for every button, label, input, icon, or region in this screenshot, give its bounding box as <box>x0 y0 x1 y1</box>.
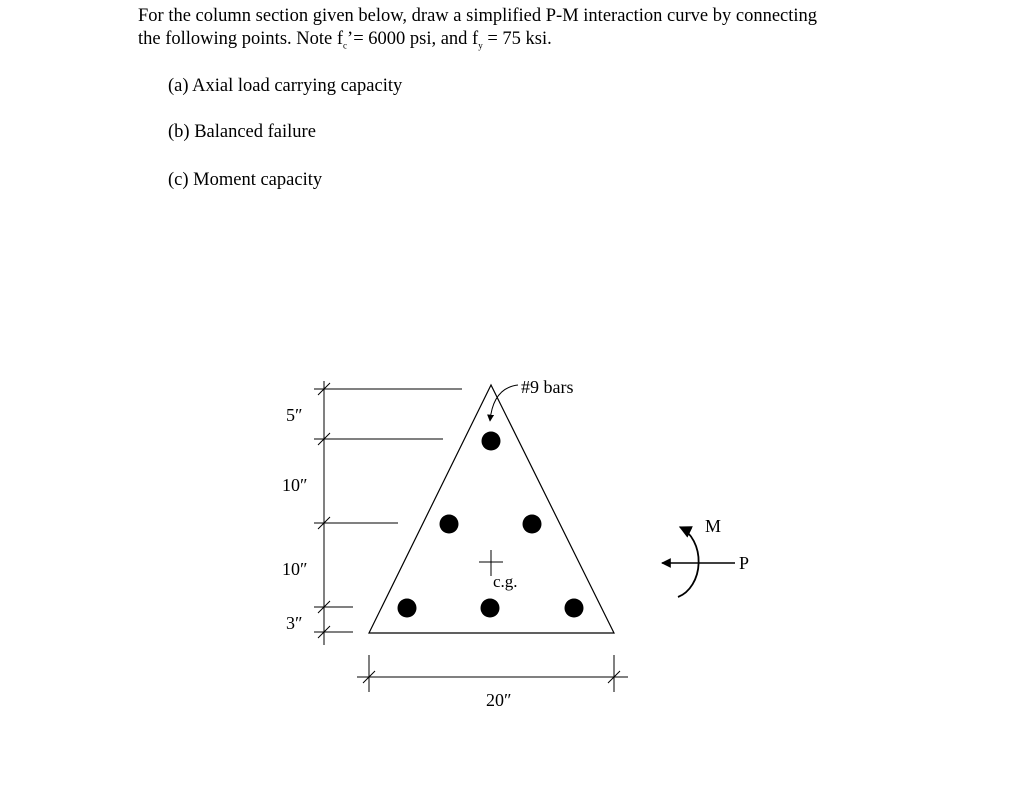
problem-line-2-mid: ’= 6000 psi, and f <box>347 29 479 49</box>
problem-line-2-start: the following points. Note f <box>138 29 344 49</box>
fc-subscript: c <box>343 40 348 51</box>
problem-line-2-end: = 75 ksi. <box>482 29 552 49</box>
moment-arrow <box>678 527 699 597</box>
rebar-mid-right <box>523 515 542 534</box>
vertical-dimension-chain <box>314 381 462 645</box>
horizontal-dimension <box>357 655 628 692</box>
part-a: (a) Axial load carrying capacity <box>168 76 403 96</box>
rebar-bottom-left <box>398 599 417 618</box>
dim-5-label: 5″ <box>286 405 303 425</box>
triangle-section <box>369 385 614 633</box>
bars-label: #9 bars <box>521 377 574 397</box>
part-b: (b) Balanced failure <box>168 122 316 142</box>
cg-label: c.g. <box>493 572 518 591</box>
dim-10-lower-label: 10″ <box>282 559 308 579</box>
dim-3-label: 3″ <box>286 613 303 633</box>
rebar-bottom-center <box>481 599 500 618</box>
problem-line-1: For the column section given below, draw a simplified P-M interaction curve by connecting <box>138 6 818 26</box>
rebar-mid-left <box>440 515 459 534</box>
dim-width-label: 20″ <box>486 690 512 710</box>
fy-subscript: y <box>478 40 483 51</box>
moment-label: M <box>705 516 722 536</box>
axial-label: P <box>739 553 750 573</box>
rebar-group <box>398 432 584 618</box>
dim-10-upper-label: 10″ <box>282 475 308 495</box>
part-c: (c) Moment capacity <box>168 170 323 190</box>
rebar-top <box>482 432 501 451</box>
rebar-bottom-right <box>565 599 584 618</box>
